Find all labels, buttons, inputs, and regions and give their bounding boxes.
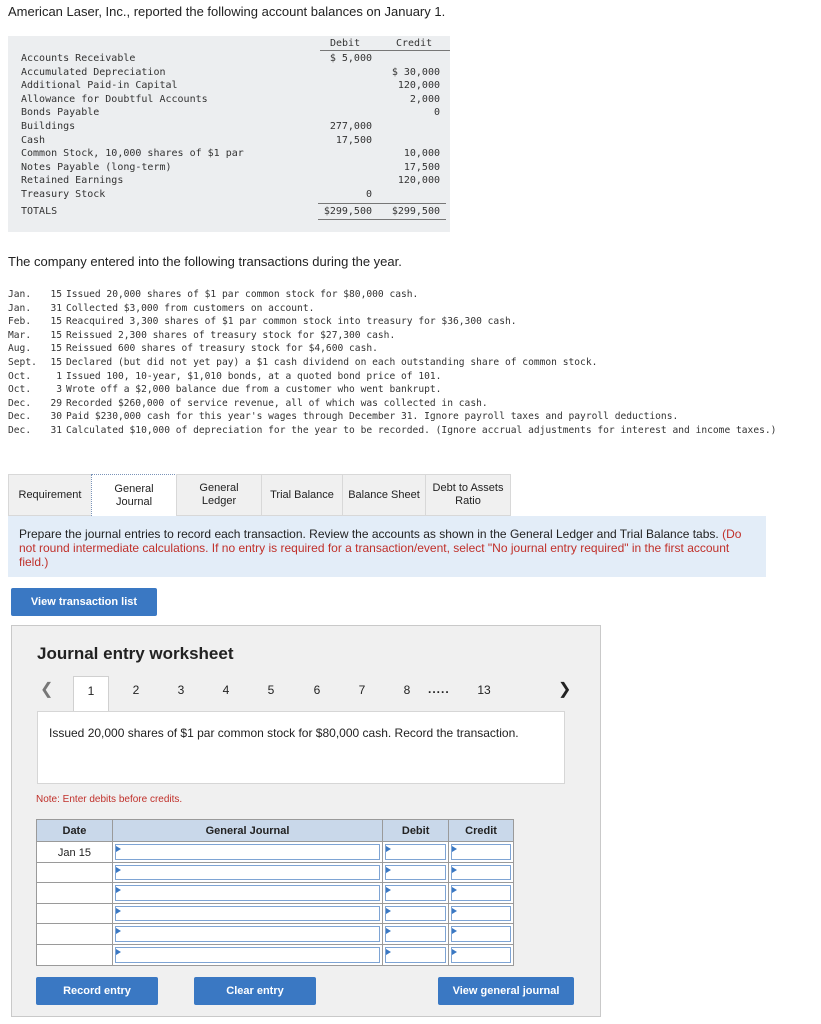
- account-field-cell: [112, 883, 382, 904]
- totals-debit: $299,500: [323, 206, 372, 217]
- transaction-day: 15: [50, 329, 62, 341]
- journal-entry-worksheet: [11, 625, 601, 1017]
- journal-row: [37, 883, 514, 904]
- balance-row: [8, 52, 450, 66]
- account-field[interactable]: [115, 906, 380, 922]
- credit-amount: 0: [433, 107, 440, 119]
- credit-field-cell: [449, 903, 514, 924]
- journal-row: [37, 944, 514, 965]
- transaction-text: Reacquired 3,300 shares of $1 par common stock into treasury for $36,300 cash.: [66, 316, 517, 328]
- balance-row: [8, 188, 450, 202]
- credit-amount: 10,000: [403, 148, 440, 160]
- transaction-item: [8, 383, 814, 397]
- worksheet-title: Journal entry worksheet: [37, 644, 234, 663]
- transaction-text: Calculated $10,000 of depreciation for the year to be recorded. (Ignore accrual adjustments for interest and income taxes.): [66, 424, 777, 436]
- page-13[interactable]: 13: [477, 683, 491, 697]
- transaction-day: 15: [50, 356, 62, 368]
- account-field-cell: [112, 944, 382, 965]
- header-underline: [320, 50, 450, 51]
- balance-row: [8, 93, 450, 107]
- transaction-item: [8, 370, 814, 384]
- credit-field-cell: [449, 862, 514, 883]
- debit-field[interactable]: [385, 947, 446, 963]
- account-name: Buildings: [21, 121, 76, 132]
- account-field-cell: [112, 862, 382, 883]
- instructions-warning: (Do not round intermediate calculations. If no entry is required for a transaction/event, select "No journal entry required" in the first account field.): [19, 527, 742, 569]
- account-field-cell: [112, 924, 382, 945]
- entry-pager: [30, 676, 590, 706]
- transaction-day: 15: [50, 316, 62, 328]
- transaction-item: [8, 302, 814, 316]
- transaction-item: [8, 288, 814, 302]
- transaction-day: 15: [50, 343, 62, 355]
- balance-row: [8, 147, 450, 161]
- date-cell[interactable]: [37, 862, 113, 883]
- account-field[interactable]: [115, 844, 380, 860]
- balance-row: [8, 134, 450, 148]
- debit-field-cell: [383, 883, 449, 904]
- account-name: Treasury Stock: [21, 189, 106, 200]
- credit-field[interactable]: [451, 926, 511, 942]
- account-name: Additional Paid-in Capital: [21, 80, 178, 92]
- transaction-text: Recorded $260,000 of service revenue, all of which was collected in cash.: [66, 397, 488, 409]
- balance-row: [8, 174, 450, 188]
- account-name: Common Stock, 10,000 shares of $1 par: [21, 148, 244, 160]
- tab-requirement[interactable]: Requirement: [8, 474, 92, 516]
- account-field[interactable]: [115, 865, 380, 881]
- balance-row: [8, 66, 450, 80]
- credit-field-cell: [449, 924, 514, 945]
- transaction-month: Oct.: [8, 370, 32, 382]
- account-name: Retained Earnings: [21, 175, 124, 187]
- journal-row: [37, 842, 514, 863]
- transaction-month: Mar.: [8, 329, 32, 341]
- debit-field-cell: [383, 924, 449, 945]
- page-7[interactable]: 7: [358, 683, 366, 697]
- debit-field-cell: [383, 842, 449, 863]
- credit-header: Credit: [396, 38, 433, 49]
- account-name: Allowance for Doubtful Accounts: [21, 93, 208, 105]
- transaction-item: [8, 329, 814, 343]
- transaction-text: Collected $3,000 from customers on account.: [66, 302, 315, 314]
- transaction-item: [8, 315, 814, 329]
- transaction-text: Wrote off a $2,000 balance due from a customer who went bankrupt.: [66, 384, 442, 396]
- transaction-text: Reissued 600 shares of treasury stock for $4,600 cash.: [66, 343, 378, 355]
- transaction-month: Feb.: [8, 316, 32, 328]
- transaction-month: Sept.: [8, 356, 37, 368]
- credit-field[interactable]: [451, 906, 511, 922]
- account-name: Bonds Payable: [21, 107, 100, 119]
- transaction-text: Reissued 2,300 shares of treasury stock for $27,300 cash.: [66, 329, 396, 341]
- journal-row: [37, 903, 514, 924]
- credit-field-cell: [449, 944, 514, 965]
- page-8[interactable]: 8: [403, 683, 411, 697]
- totals-rule: [318, 203, 446, 204]
- account-field-cell: [112, 903, 382, 924]
- account-field[interactable]: [115, 885, 380, 901]
- date-cell[interactable]: [37, 903, 113, 924]
- credit-field-cell: [449, 842, 514, 863]
- record-entry-button[interactable]: Record entry: [36, 977, 158, 1005]
- instructions-panel: [8, 516, 766, 577]
- date-cell[interactable]: [37, 924, 113, 945]
- date-cell[interactable]: [37, 944, 113, 965]
- debit-field[interactable]: [385, 926, 446, 942]
- journal-entry-table: [36, 819, 514, 966]
- transaction-item: [8, 424, 814, 451]
- credit-amount: 120,000: [397, 175, 440, 187]
- transaction-month: Aug.: [8, 343, 32, 355]
- debit-field-cell: [383, 944, 449, 965]
- transaction-item: [8, 356, 814, 370]
- journal-entry-rows: [37, 842, 514, 966]
- page-4[interactable]: 4: [222, 683, 230, 697]
- transaction-text: Paid $230,000 cash for this year's wages through December 31. Ignore payroll taxes and payroll deductions.: [66, 411, 679, 423]
- totals-row: [8, 205, 450, 219]
- account-name: Accounts Receivable: [21, 53, 136, 64]
- credit-amount: 120,000: [397, 80, 440, 92]
- credit-amount: $ 30,000: [391, 66, 440, 78]
- debit-field[interactable]: [385, 865, 446, 881]
- view-general-journal-button[interactable]: View general journal: [438, 977, 574, 1005]
- balance-row: [8, 161, 450, 175]
- transaction-day: 30: [50, 411, 62, 423]
- date-cell[interactable]: Jan 15: [37, 842, 113, 863]
- totals-label: TOTALS: [21, 206, 58, 217]
- account-name: Notes Payable (long-term): [21, 161, 172, 173]
- debit-field-cell: [383, 903, 449, 924]
- tab-general-journal[interactable]: General Journal: [91, 474, 177, 516]
- tab-balance-sheet[interactable]: Balance Sheet: [342, 474, 426, 516]
- account-field-cell: [112, 842, 382, 863]
- transaction-day: 31: [50, 424, 62, 436]
- transaction-month: Dec.: [8, 397, 32, 409]
- balance-table: [8, 36, 450, 232]
- totals-credit: $299,500: [391, 206, 440, 217]
- debit-field[interactable]: [385, 844, 446, 860]
- balance-row: [8, 106, 450, 120]
- debit-amount: 0: [365, 189, 372, 200]
- transaction-day: 15: [50, 289, 62, 300]
- intro-text: American Laser, Inc., reported the following account balances on January 1.: [8, 4, 446, 19]
- credit-amount: 2,000: [409, 93, 440, 105]
- debit-amount: $ 5,000: [329, 53, 372, 64]
- debit-header: Debit: [330, 38, 361, 49]
- debit-field[interactable]: [385, 885, 446, 901]
- transaction-month: Dec.: [8, 411, 32, 423]
- date-cell[interactable]: [37, 883, 113, 904]
- transaction-item: [8, 397, 814, 411]
- view-transaction-list-button[interactable]: View transaction list: [11, 588, 157, 616]
- transaction-month: Dec.: [8, 424, 32, 436]
- credit-field[interactable]: [451, 947, 511, 963]
- transaction-day: 3: [56, 384, 62, 396]
- tab-general-ledger[interactable]: General Ledger: [176, 474, 262, 516]
- page-2[interactable]: 2: [132, 683, 140, 697]
- page-5[interactable]: 5: [267, 683, 275, 697]
- page-ellipsis: .....: [428, 682, 450, 696]
- page-6[interactable]: 6: [313, 683, 321, 697]
- debit-field-cell: [383, 862, 449, 883]
- credit-field-cell: [449, 883, 514, 904]
- general-journal-column-header: General Journal: [112, 820, 382, 842]
- transaction-list: [8, 288, 814, 451]
- transaction-day: 31: [50, 302, 62, 314]
- transaction-description: Issued 20,000 shares of $1 par common stock for $80,000 cash. Record the transaction.: [37, 711, 565, 784]
- transaction-text: Issued 100, 10-year, $1,010 bonds, at a quoted bond price of 101.: [66, 370, 442, 382]
- transaction-month: Oct.: [8, 384, 32, 396]
- credit-amount: 17,500: [403, 161, 440, 173]
- page-3[interactable]: 3: [177, 683, 185, 697]
- account-name: Cash: [21, 134, 46, 146]
- transaction-month: Jan.: [8, 289, 32, 300]
- account-field[interactable]: [115, 947, 380, 963]
- chevron-right-icon[interactable]: ❯: [558, 681, 572, 698]
- account-name: Accumulated Depreciation: [21, 66, 166, 78]
- balance-row: [8, 79, 450, 93]
- transactions-intro: The company entered into the following transactions during the year.: [8, 254, 402, 269]
- transaction-text: Issued 20,000 shares of $1 par common stock for $80,000 cash.: [66, 289, 419, 300]
- tab-debt-to-assets-ratio[interactable]: Debt to Assets Ratio: [425, 474, 511, 516]
- date-column-header: Date: [37, 820, 113, 842]
- credit-field[interactable]: [451, 885, 511, 901]
- debit-field[interactable]: [385, 906, 446, 922]
- transaction-text: Declared (but did not yet pay) a $1 cash dividend on each outstanding share of common stock.: [66, 356, 598, 368]
- debit-amount: 277,000: [329, 121, 372, 132]
- chevron-left-icon[interactable]: ❮: [40, 681, 54, 698]
- transaction-item: [8, 342, 814, 356]
- transaction-day: 1: [56, 370, 62, 382]
- credit-field[interactable]: [451, 865, 511, 881]
- transaction-item: [8, 410, 814, 424]
- transaction-month: Jan.: [8, 302, 32, 314]
- tab-bar: [8, 474, 510, 516]
- journal-row: [37, 862, 514, 883]
- tab-trial-balance[interactable]: Trial Balance: [261, 474, 343, 516]
- debit-credit-note: Note: Enter debits before credits.: [36, 794, 183, 805]
- debit-amount: 17,500: [335, 134, 372, 146]
- journal-row: [37, 924, 514, 945]
- page-1[interactable]: 1: [73, 676, 109, 712]
- balance-row: [8, 120, 450, 134]
- credit-field[interactable]: [451, 844, 511, 860]
- instructions-main: Prepare the journal entries to record each transaction. Review the accounts as shown in the General Ledger and Trial Balance tabs.: [19, 527, 719, 541]
- account-field[interactable]: [115, 926, 380, 942]
- credit-column-header: Credit: [449, 820, 514, 842]
- totals-double-rule: [318, 219, 446, 220]
- transaction-day: 29: [50, 397, 62, 409]
- clear-entry-button[interactable]: Clear entry: [194, 977, 316, 1005]
- debit-column-header: Debit: [383, 820, 449, 842]
